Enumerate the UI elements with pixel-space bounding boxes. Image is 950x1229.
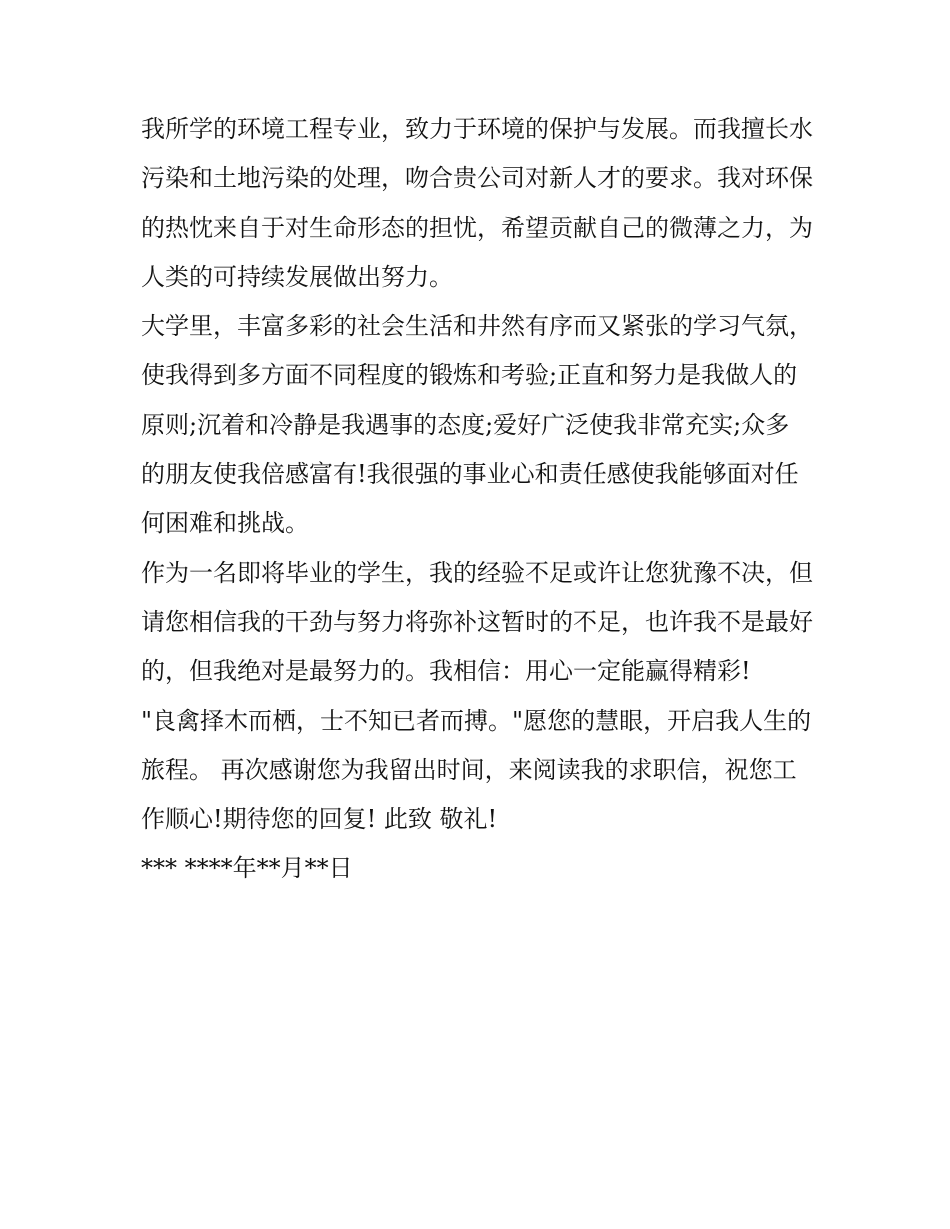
letter-body xyxy=(141,105,813,894)
paragraph-graduate-commitment: 作为一名即将毕业的学生，我的经验不足或许让您犹豫不决，但请您相信我的干劲与努力将弥补这暂时的不足，也许我不是最好的，但我绝对是最努力的。我相信：用心一定能赢得精彩! xyxy=(141,558,813,686)
paragraph-university-life: 大学里，丰富多彩的社会生活和井然有序而又紧张的学习气氛，使我得到多方面不同程度的锻炼和考验;正直和努力是我做人的原则;沉着和冷静是我遇事的态度;爱好广泛使我非常充实;众多的朋友使我倍感富有!我很强的事业心和责任感使我能够面对任何困难和挑战。 xyxy=(141,312,813,538)
signature-date: *** ****年**月**日 xyxy=(141,854,353,883)
paragraph-environment-major: 我所学的环境工程专业，致力于环境的保护与发展。而我擅长水污染和土地污染的处理，吻合贵公司对新人才的要求。我对环保的热忱来自于对生命形态的担忧，希望贡献自己的微薄之力，为人类的可持续发展做出努力。 xyxy=(141,115,813,291)
paragraph-closing: "良禽择木而栖，士不知已者而搏。"愿您的慧眼，开启我人生的旅程。 再次感谢您为我留出时间，来阅读我的求职信，祝您工作顺心!期待您的回复! 此致 敬礼! xyxy=(141,706,812,834)
